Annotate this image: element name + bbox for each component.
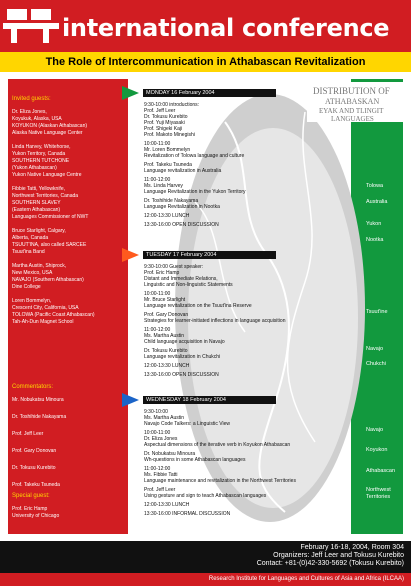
program-line: 9:30-10:00 <box>144 409 168 415</box>
program-line: Revitalization of Tolowa language and culture <box>144 153 245 159</box>
guest-line: Tah-Ah-Dun Magnet School <box>12 319 74 325</box>
map-label-line: EYAK AND TLINGIT <box>319 107 384 115</box>
program-line: 12:00-13:30 LUNCH <box>144 213 190 219</box>
program-line: Ms. Linda Harvey <box>144 183 183 189</box>
language-label: Australia <box>366 199 388 205</box>
map-label-line: DISTRIBUTION OF <box>313 86 390 96</box>
program-line: 10:00-11:00 <box>144 430 171 436</box>
program-line: Prof. Eric Hamp <box>144 270 180 276</box>
language-label: Navajo <box>366 346 384 352</box>
commentator-name: Mr. Nobukatsu Minoura <box>12 397 64 403</box>
program-line: 10:00-11:00 <box>144 141 171 147</box>
guest-line: (Eastern Athabascan) <box>12 207 61 213</box>
commentator-name: Prof. Jeff Leer <box>12 431 44 437</box>
program-line: Language Revitalization in the Yukon Territory <box>144 189 246 195</box>
guest-line: Martha Austin, Shiprock, <box>12 263 67 269</box>
program-line: Language revitalization on the Tsuut'ina Reserve <box>144 303 252 309</box>
invited-heading: Invited guests: <box>12 96 51 102</box>
commentator-name: Prof. Takeku Tsuneda <box>12 482 60 488</box>
program-line: 12:00-13:30 LUNCH <box>144 363 190 369</box>
guest-line: Linda Harvey, Whitehorse, <box>12 144 71 150</box>
program-line: 12:00-13:30 LUNCH <box>144 502 190 508</box>
language-label: Tsuut'ine <box>366 309 388 315</box>
day-marker-arrow <box>122 248 139 262</box>
conference-logo <box>3 3 59 49</box>
special-guest-line: University of Chicago <box>12 513 60 519</box>
program-line: 9:30-10:00 introductions: <box>144 102 200 108</box>
program-line: 13:30-16:00 OPEN DISCUSSION <box>144 222 219 228</box>
program-line: Ms. Martha Austin <box>144 415 185 421</box>
guest-line: Yukon Native Language Centre <box>12 172 82 178</box>
special-guest-line: Prof. Eric Hamp <box>12 506 48 512</box>
program-line: Wh-questions in some Athabascan languages <box>144 457 246 463</box>
program-line: Dr. Toshihide Nakayama <box>144 198 199 204</box>
program-line: 11:00-12:00 <box>144 466 171 472</box>
language-label: Nootka <box>366 237 384 243</box>
header-banner <box>0 0 411 52</box>
day-heading: WEDNESDAY 18 February 2004 <box>143 396 276 404</box>
guest-line: Koyukuk, Alaska, USA <box>12 116 62 122</box>
guest-line: Dine College <box>12 284 41 290</box>
program-line: Ms. Fibbie Tatti <box>144 472 178 478</box>
program-line: Language revitalization in Australia <box>144 168 222 174</box>
footer-organizers: Organizers: Jeff Leer and Tokusu Kurebito <box>273 552 404 559</box>
day-heading: MONDAY 16 February 2004 <box>143 89 276 97</box>
program-line: 13:30-16:00 INFORMAL DISCUSSION <box>144 511 231 517</box>
guest-line: Loren Bommelyn, <box>12 298 52 304</box>
guest-line: Yukon Territory, Canada <box>12 151 66 157</box>
guest-line: SOUTHERN SLAVEY <box>12 200 61 206</box>
program-line: Navajo Code Talkers: a Linguistic View <box>144 421 230 427</box>
program-line: Prof. Shigeki Kaji <box>144 126 183 132</box>
language-label: Athabascan <box>366 468 396 474</box>
program-line: 11:00-12:00 <box>144 327 171 333</box>
program-line: Prof. Takeku Tsuneda <box>144 162 192 168</box>
guest-line: SOUTHERN TUTCHONE <box>12 158 70 164</box>
language-label: Yukon <box>366 221 382 227</box>
guest-line: Dr. Eliza Jones, <box>12 109 47 115</box>
guest-line: Alberta, Canada <box>12 235 49 241</box>
day-marker-arrow <box>122 393 139 407</box>
commentator-name: Dr. Tokusu Kurebito <box>12 465 56 471</box>
program-line: Prof. Jeff Leer <box>144 108 176 114</box>
program-line: 9:30-10:00 Guest speaker: <box>144 264 204 270</box>
language-label: Chukchi <box>366 361 386 367</box>
map-label-line: LANGUAGES <box>331 115 374 123</box>
guest-line: New Mexico, USA <box>12 270 53 276</box>
program-line: Distant and Immediate Relations, <box>144 276 218 282</box>
commentator-name: Dr. Toshihide Nakayama <box>12 414 67 420</box>
footer-contact: Contact: +81-(0)42-330-5692 (Tokusu Kurebito) <box>256 560 404 567</box>
conference-subtitle: The Role of Intercommunication in Athabascan Revitalization <box>45 56 366 68</box>
language-label: Koyukon <box>366 447 388 453</box>
program-line: Dr. Tokusu Kurebito <box>144 348 188 354</box>
guest-line: Fibbie Tatti, Yellowknife, <box>12 186 65 192</box>
footer-dates: February 16-18, 2004, Room 304 <box>300 544 404 551</box>
conference-title: international conference <box>62 14 390 42</box>
commentators-heading: Commentators: <box>12 384 54 390</box>
guest-line: KOYUKON (Alaskan Athabascan) <box>12 123 88 129</box>
program-line: Child language acquisition in Navajo <box>144 339 225 345</box>
program-line: Using gesture and sign to teach Athabascan languages <box>144 493 267 499</box>
program-line: Dr. Nobukatsu Minoura <box>144 451 196 457</box>
footer-institute: Research Institute for Languages and Cultures of Asia and Africa (ILCAA) <box>208 576 404 582</box>
program-line: Mr. Bruce Starlight <box>144 297 186 303</box>
map-label-line: ATHABASKAN <box>325 97 380 106</box>
program-line: 11:00-12:00 <box>144 177 171 183</box>
program-line: Linguistic and Non-linguistic Statements <box>144 282 233 288</box>
guest-line: (Yukon Athabascan) <box>12 165 57 171</box>
program-line: Language maintenance and revitalization in the Northwest Territories <box>144 478 296 484</box>
guest-line: Languages Commissioner of NWT <box>12 214 89 220</box>
program-line: Dr. Tokusu Kurebito <box>144 114 188 120</box>
guest-line: TSUUT'INA, also called SARCEE <box>12 242 87 248</box>
special-guest-heading: Special guest: <box>12 493 50 499</box>
day-marker-arrow <box>122 86 139 100</box>
language-label: Northwest <box>366 487 391 493</box>
program-line: Prof. Yuji Miyasaki <box>144 120 185 126</box>
program-line: Ms. Martha Austin <box>144 333 185 339</box>
program-line: Prof. Jeff Leer <box>144 487 176 493</box>
program-line: 13:30-16:00 OPEN DISCUSSION <box>144 372 219 378</box>
program-line: Strategies for learner-initiated inflections in language acquisition <box>144 318 286 324</box>
program-line: Language revitalization in Chukchi <box>144 354 221 360</box>
program-line: Prof. Gary Donovan <box>144 312 189 318</box>
language-label: Territories <box>366 494 391 500</box>
program-line: Mr. Loren Bommelyn <box>144 147 191 153</box>
program-line: 10:00-11:00 <box>144 291 171 297</box>
guest-line: TOLOWA (Pacific Coast Athabascan) <box>12 312 95 318</box>
language-label: Tolowa <box>366 183 384 189</box>
program-line: Dr. Eliza Jones <box>144 436 178 442</box>
guest-line: Bruce Starlight, Calgary, <box>12 228 66 234</box>
guest-line: Tsuut'ina Band <box>12 249 45 255</box>
day-heading: TUESDAY 17 February 2004 <box>143 251 276 259</box>
program-line: Prof. Makoto Minegishi <box>144 132 195 138</box>
guest-line: NAVAJO (Southern Athabascan) <box>12 277 84 283</box>
program-line: Aspectual dimensions of the iterative verb in Koyukon Athabascan <box>144 442 291 448</box>
guest-line: Northwest Territories, Canada <box>12 193 79 199</box>
guest-line: Alaska Native Language Center <box>12 130 83 136</box>
commentator-name: Prof. Gary Donovan <box>12 448 57 454</box>
language-label: Navajo <box>366 427 384 433</box>
guest-line: Crescent City, California, USA <box>12 305 79 311</box>
program-line: Language Revitalization in Nootka <box>144 204 220 210</box>
